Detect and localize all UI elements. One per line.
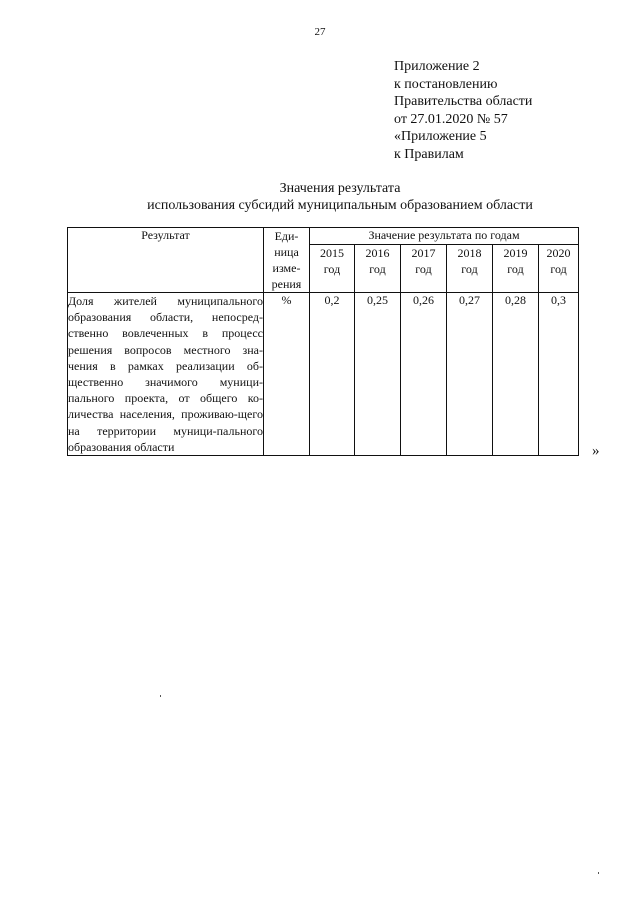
year-suffix: год	[415, 261, 432, 276]
year-suffix: год	[461, 261, 478, 276]
appendix-line: Приложение 2	[394, 59, 480, 74]
year-number: 2019	[503, 245, 528, 260]
header-year-2017	[401, 244, 447, 292]
value-cell-2015: 0,2	[310, 293, 355, 456]
appendix-line: Правительства области	[394, 94, 533, 110]
document-title-line-1: Значения результата	[279, 181, 401, 196]
year-number: 2018	[457, 245, 482, 260]
table-header-row	[68, 228, 579, 245]
header-year-2020	[539, 244, 579, 292]
year-number: 2017	[411, 245, 436, 260]
year-suffix: год	[369, 261, 386, 276]
year-number: 2016	[365, 245, 390, 260]
value-cell-2016: 0,25	[355, 293, 401, 456]
appendix-line: к Правилам	[394, 146, 464, 162]
closing-quote: »	[592, 443, 600, 459]
header-years-group: Значение результата по годам	[310, 228, 579, 245]
header-year-2016	[355, 244, 401, 292]
value-cell-2017: 0,26	[401, 293, 447, 456]
value-cell-2019: 0,28	[493, 293, 539, 456]
header-year-2019	[493, 244, 539, 292]
unit-cell: %	[264, 293, 310, 456]
appendix-line: к постановлению	[394, 76, 498, 92]
header-unit: Еди-ница изме-рения	[264, 228, 310, 293]
document-title-line-2: использования субсидий муниципальным образованием области	[147, 198, 533, 213]
document-title	[60, 180, 620, 214]
scan-speck	[160, 695, 161, 697]
header-year-2018	[447, 244, 493, 292]
results-table	[67, 227, 579, 456]
value-cell-2018: 0,27	[447, 293, 493, 456]
appendix-line: от 27.01.2020 № 57	[394, 111, 508, 127]
table-row	[68, 293, 579, 456]
page-number: 27	[314, 26, 326, 38]
header-year-2015	[310, 244, 355, 292]
year-suffix: год	[507, 261, 524, 276]
result-name-cell: Доля жителей муниципального образования области, непосред-ственно вовлеченных в процесс решения вопросов местного зна-чения в рамках реализации об-щественно значимого муници-пального проекта, от общего ко-личества населения, проживаю-щего на территории муници-пального образования области	[68, 294, 263, 454]
year-number: 2020	[546, 245, 571, 260]
scan-speck	[598, 872, 599, 874]
header-result: Результат	[68, 228, 264, 293]
year-number: 2015	[320, 245, 344, 260]
appendix-line: «Приложение 5	[394, 129, 487, 145]
year-suffix: год	[323, 261, 341, 276]
value-cell-2020: 0,3	[539, 293, 579, 456]
appendix-block	[394, 58, 624, 164]
year-suffix: год	[550, 261, 567, 276]
